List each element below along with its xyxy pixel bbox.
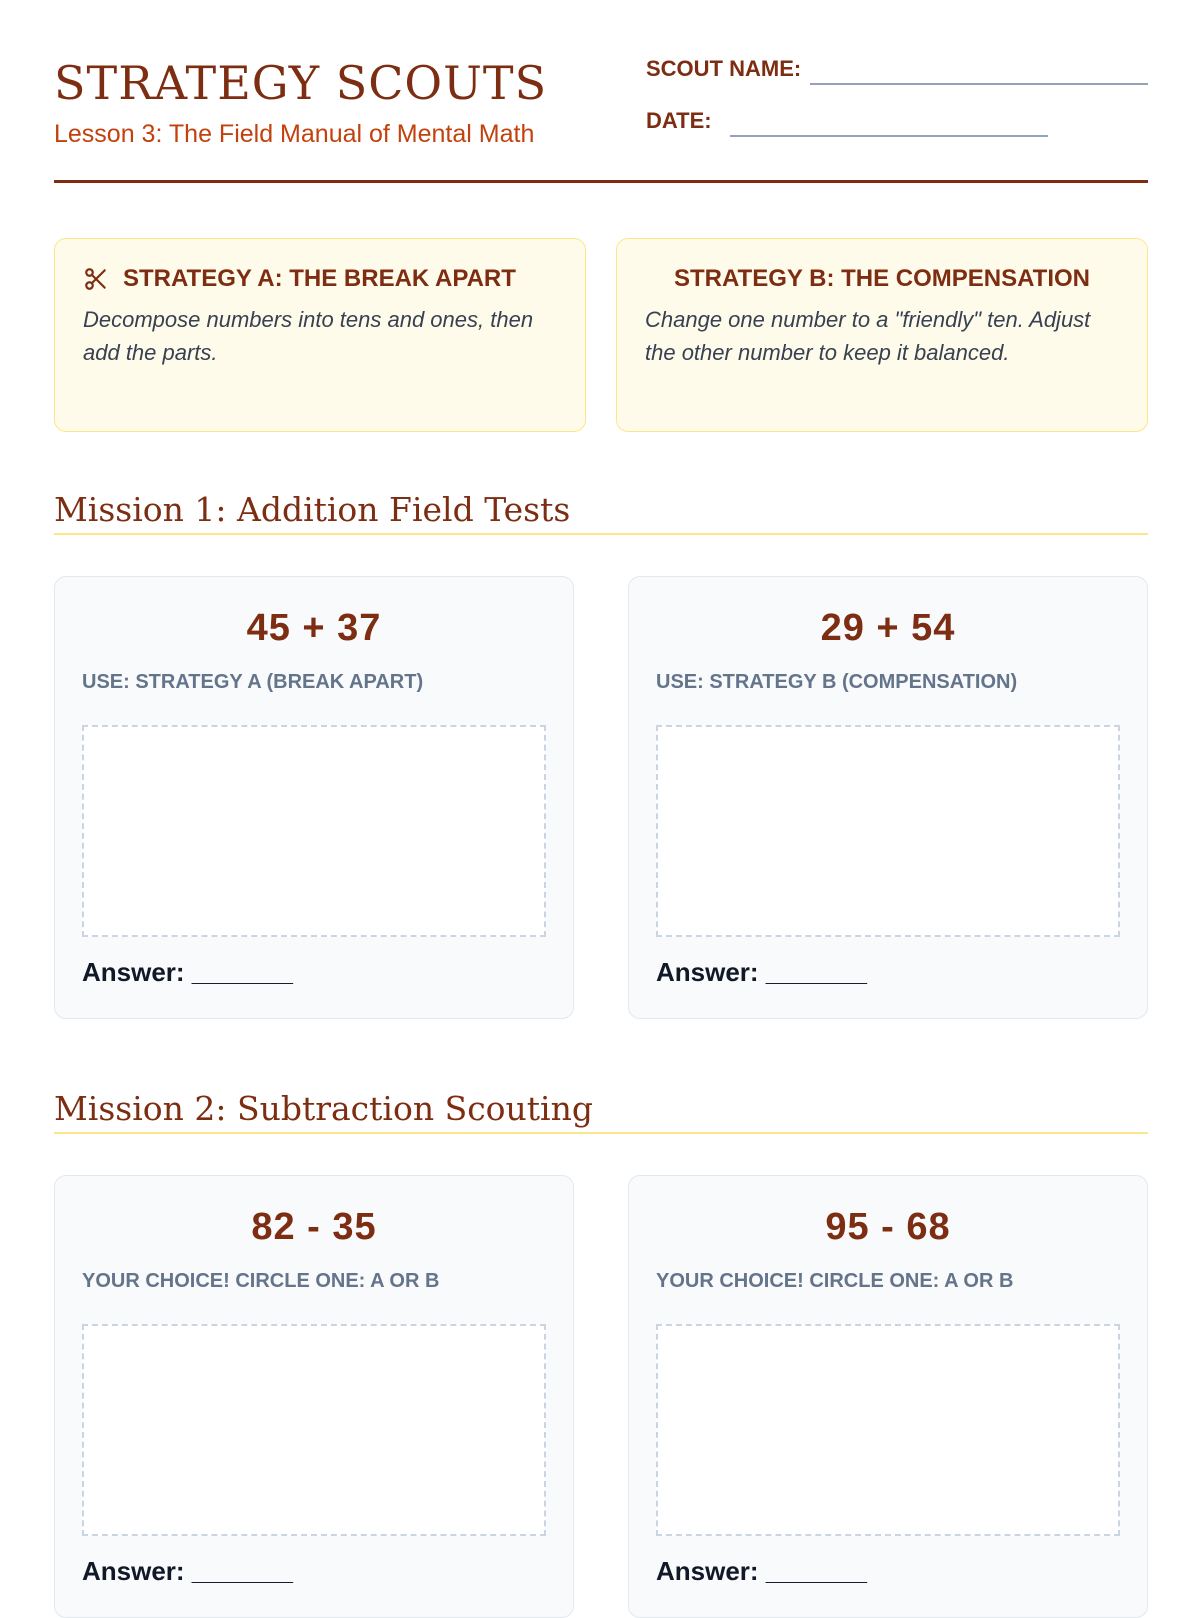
problem-card [628, 1175, 1148, 1618]
scissors-icon [83, 266, 109, 292]
problem-instruction: YOUR CHOICE! CIRCLE ONE: A OR B [656, 1270, 1014, 1292]
worksheet-header [54, 50, 1148, 184]
work-area[interactable] [82, 1324, 546, 1536]
strategy-b-title: STRATEGY B: THE COMPENSATION [673, 265, 1090, 292]
problem-card [628, 576, 1148, 1019]
problem-expression: 29 + 54 [820, 607, 956, 649]
strategy-a-title: STRATEGY A: THE BREAK APART [123, 265, 516, 292]
strategy-b-description: Change one number to a "friendly" ten. Adjust the other number to keep it balanced. [645, 307, 1091, 365]
date-label: DATE: [646, 108, 712, 133]
problem-card [54, 576, 574, 1019]
problem-expression: 82 - 35 [251, 1206, 377, 1248]
answer-line[interactable]: Answer: _______ [656, 1556, 868, 1586]
strategy-a-card [54, 238, 586, 432]
problem-instruction: USE: STRATEGY A (BREAK APART) [82, 671, 424, 693]
mission-1-heading: Mission 1: Addition Field Tests [54, 490, 1148, 535]
work-area[interactable] [656, 725, 1120, 937]
page-title: STRATEGY SCOUTS [54, 56, 548, 110]
lesson-subtitle: Lesson 3: The Field Manual of Mental Math [54, 120, 535, 148]
problem-card [54, 1175, 574, 1618]
mission-2-heading: Mission 2: Subtraction Scouting [54, 1089, 1148, 1134]
work-area[interactable] [656, 1324, 1120, 1536]
strategy-a-description: Decompose numbers into tens and ones, then add the parts. [83, 307, 534, 365]
answer-line[interactable]: Answer: _______ [82, 957, 294, 987]
problem-instruction: YOUR CHOICE! CIRCLE ONE: A OR B [82, 1270, 440, 1292]
answer-line[interactable]: Answer: _______ [82, 1556, 294, 1586]
header-divider [54, 180, 1148, 183]
strategy-b-card [616, 238, 1148, 432]
date-line[interactable] [730, 135, 1048, 137]
scout-name-label: SCOUT NAME: [646, 56, 802, 81]
problem-expression: 45 + 37 [246, 607, 382, 649]
answer-line[interactable]: Answer: _______ [656, 957, 868, 987]
worksheet-page [54, 0, 1148, 1600]
work-area[interactable] [82, 725, 546, 937]
scout-name-line[interactable] [810, 83, 1148, 85]
problem-instruction: USE: STRATEGY B (COMPENSATION) [656, 671, 1018, 693]
problem-expression: 95 - 68 [825, 1206, 951, 1248]
